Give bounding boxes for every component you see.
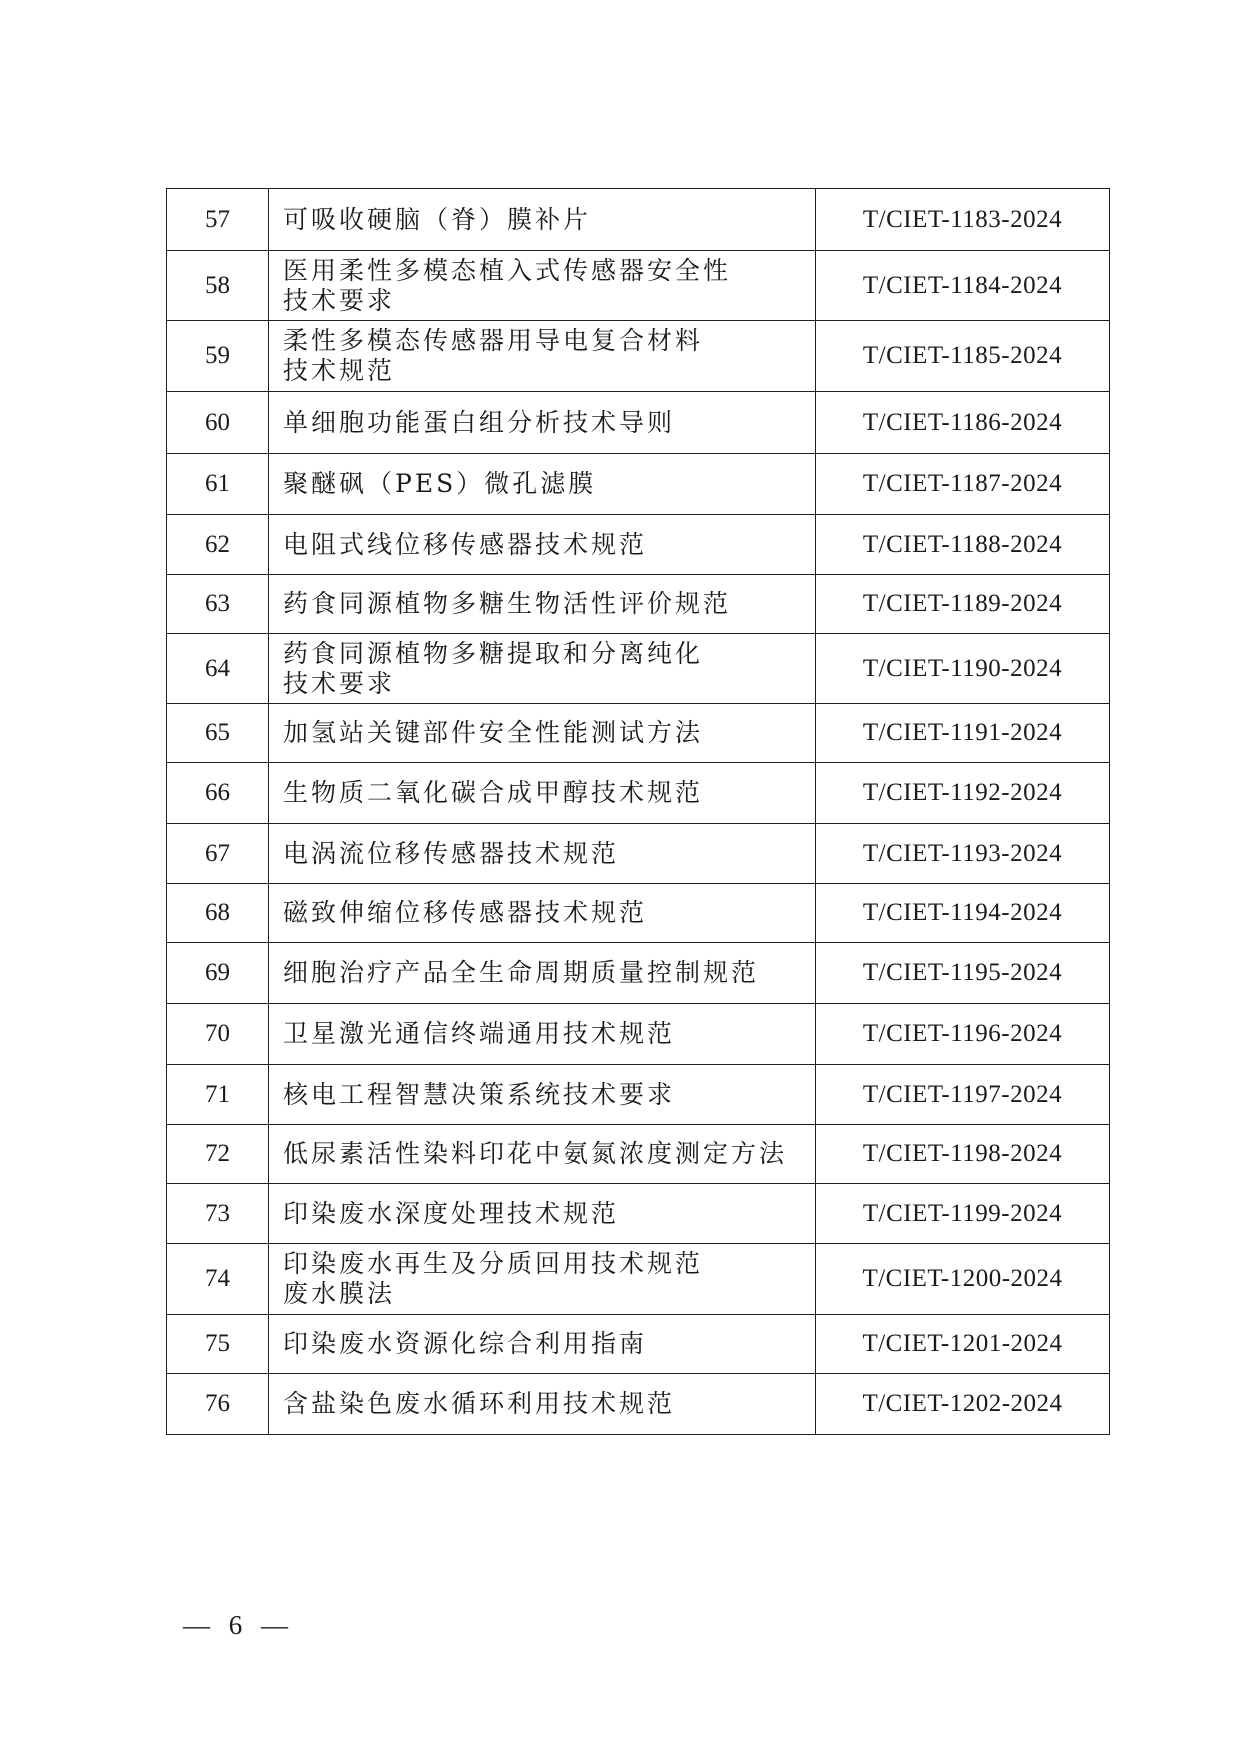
standard-name: 药食同源植物多糖提取和分离纯化 技术要求: [269, 634, 816, 704]
standard-code: T/CIET-1193-2024: [816, 824, 1110, 884]
table-row: [167, 392, 1110, 454]
standard-code: T/CIET-1184-2024: [816, 251, 1110, 321]
standard-name: 低尿素活性染料印花中氨氮浓度测定方法: [269, 1125, 816, 1184]
table-row: [167, 1004, 1110, 1065]
standard-name: 印染废水再生及分质回用技术规范 废水膜法: [269, 1244, 816, 1315]
row-number: 71: [167, 1065, 269, 1125]
standards-table: [166, 188, 1110, 1435]
standard-name: 电阻式线位移传感器技术规范: [269, 515, 816, 575]
standard-name: 电涡流位移传感器技术规范: [269, 824, 816, 884]
row-number: 69: [167, 943, 269, 1004]
table-row: [167, 575, 1110, 634]
standard-code: T/CIET-1197-2024: [816, 1065, 1110, 1125]
row-number: 61: [167, 454, 269, 515]
table-row: [167, 515, 1110, 575]
table-row: [167, 634, 1110, 704]
row-number: 59: [167, 321, 269, 392]
row-number: 57: [167, 189, 269, 251]
row-number: 74: [167, 1244, 269, 1315]
standards-table-body: [167, 189, 1110, 1435]
row-number: 72: [167, 1125, 269, 1184]
standard-name: 可吸收硬脑（脊）膜补片: [269, 189, 816, 251]
standard-name: 卫星激光通信终端通用技术规范: [269, 1004, 816, 1065]
page-number: — 6 —: [183, 1610, 294, 1640]
row-number: 68: [167, 884, 269, 943]
table-row: [167, 704, 1110, 763]
table-row: [167, 454, 1110, 515]
row-number: 62: [167, 515, 269, 575]
standard-code: T/CIET-1185-2024: [816, 321, 1110, 392]
standard-code: T/CIET-1202-2024: [816, 1374, 1110, 1435]
standard-name: 生物质二氧化碳合成甲醇技术规范: [269, 763, 816, 824]
row-number: 73: [167, 1184, 269, 1244]
table-row: [167, 943, 1110, 1004]
table-row: [167, 1125, 1110, 1184]
standard-code: T/CIET-1189-2024: [816, 575, 1110, 634]
row-number: 76: [167, 1374, 269, 1435]
standard-code: T/CIET-1190-2024: [816, 634, 1110, 704]
standard-code: T/CIET-1192-2024: [816, 763, 1110, 824]
standard-name: 医用柔性多模态植入式传感器安全性 技术要求: [269, 251, 816, 321]
table-row: [167, 1315, 1110, 1374]
standard-code: T/CIET-1183-2024: [816, 189, 1110, 251]
standard-code: T/CIET-1188-2024: [816, 515, 1110, 575]
row-number: 64: [167, 634, 269, 704]
standard-name: 单细胞功能蛋白组分析技术导则: [269, 392, 816, 454]
table-row: [167, 321, 1110, 392]
table-row: [167, 763, 1110, 824]
row-number: 67: [167, 824, 269, 884]
standard-name: 加氢站关键部件安全性能测试方法: [269, 704, 816, 763]
standard-name: 聚醚砜（PES）微孔滤膜: [269, 454, 816, 515]
standard-name: 含盐染色废水循环利用技术规范: [269, 1374, 816, 1435]
standard-code: T/CIET-1198-2024: [816, 1125, 1110, 1184]
standard-name: 印染废水深度处理技术规范: [269, 1184, 816, 1244]
table-row: [167, 884, 1110, 943]
standard-code: T/CIET-1187-2024: [816, 454, 1110, 515]
table-row: [167, 1244, 1110, 1315]
table-row: [167, 1184, 1110, 1244]
standard-code: T/CIET-1194-2024: [816, 884, 1110, 943]
table-row: [167, 1065, 1110, 1125]
table-row: [167, 824, 1110, 884]
row-number: 63: [167, 575, 269, 634]
table-row: [167, 251, 1110, 321]
row-number: 66: [167, 763, 269, 824]
row-number: 75: [167, 1315, 269, 1374]
standard-code: T/CIET-1196-2024: [816, 1004, 1110, 1065]
standard-code: T/CIET-1186-2024: [816, 392, 1110, 454]
standard-name: 柔性多模态传感器用导电复合材料 技术规范: [269, 321, 816, 392]
table-row: [167, 189, 1110, 251]
standard-code: T/CIET-1191-2024: [816, 704, 1110, 763]
standard-code: T/CIET-1201-2024: [816, 1315, 1110, 1374]
standard-name: 印染废水资源化综合利用指南: [269, 1315, 816, 1374]
standard-name: 细胞治疗产品全生命周期质量控制规范: [269, 943, 816, 1004]
standard-code: T/CIET-1199-2024: [816, 1184, 1110, 1244]
row-number: 65: [167, 704, 269, 763]
row-number: 70: [167, 1004, 269, 1065]
standard-name: 核电工程智慧决策系统技术要求: [269, 1065, 816, 1125]
standard-name: 磁致伸缩位移传感器技术规范: [269, 884, 816, 943]
standard-name: 药食同源植物多糖生物活性评价规范: [269, 575, 816, 634]
standard-code: T/CIET-1195-2024: [816, 943, 1110, 1004]
standard-code: T/CIET-1200-2024: [816, 1244, 1110, 1315]
row-number: 60: [167, 392, 269, 454]
row-number: 58: [167, 251, 269, 321]
table-row: [167, 1374, 1110, 1435]
